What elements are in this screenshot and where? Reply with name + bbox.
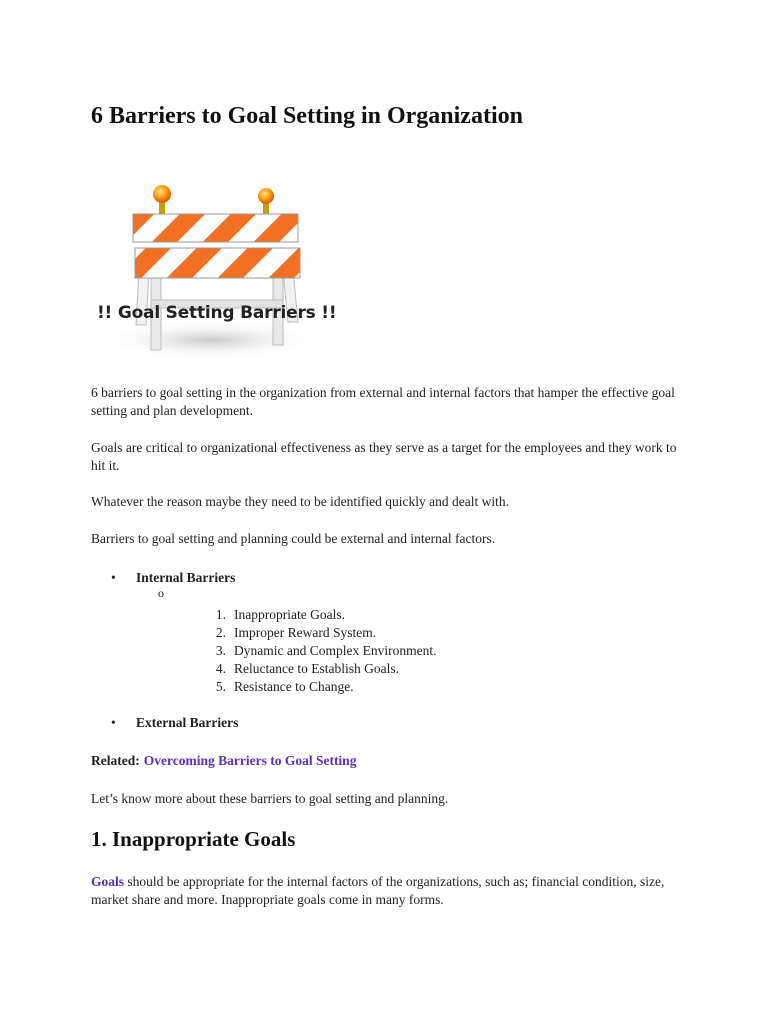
paragraph: Goals are critical to organizational effectiveness as they serve as a target for the employees and they work to hit it. [91,440,677,473]
list-item: 2. Improper Reward System. [215,625,377,640]
article-title: 6 Barriers to Goal Setting in Organization [91,103,523,129]
warning-light-icon [258,188,274,204]
sub-bullet-icon: o [158,586,164,600]
bullet-icon: • [111,570,116,585]
bullet-external-barriers: • External Barriers [111,715,239,730]
related-link[interactable]: Overcoming Barriers to Goal Setting [143,753,357,768]
barricade-illustration [91,150,351,365]
internal-barriers-list [186,606,436,696]
paragraph: Goals should be appropriate for the internal factors of the organizations, such as; financial condition, size, market share and more. Inappropriate goals come in many forms. [91,874,665,907]
paragraph: Barriers to goal setting and planning could be external and internal factors. [91,531,496,546]
list-item: 1. Inappropriate Goals. [215,607,345,622]
list-item: 3. Dynamic and Complex Environment. [215,643,437,658]
paragraph: 6 barriers to goal setting in the organization from external and internal factors that hamper the effective goal setting and plan development. [91,385,675,418]
image-caption: !! Goal Setting Barriers !! [97,303,337,323]
paragraph: Let’s know more about these barriers to goal setting and planning. [91,791,449,806]
warning-light-icon [153,185,171,203]
related-line [91,752,681,770]
list-item: 5. Resistance to Change. [215,679,354,694]
bullet-icon: • [111,715,116,730]
goals-link[interactable]: Goals [91,874,125,889]
barricade-image [91,150,351,365]
section-heading: 1. Inappropriate Goals [91,827,296,851]
paragraph: Whatever the reason maybe they need to be identified quickly and dealt with. [91,494,509,509]
related-label: Related: [91,753,140,768]
list-item: 4. Reluctance to Establish Goals. [215,661,399,676]
bullet-internal-barriers: • Internal Barriers [111,570,236,585]
